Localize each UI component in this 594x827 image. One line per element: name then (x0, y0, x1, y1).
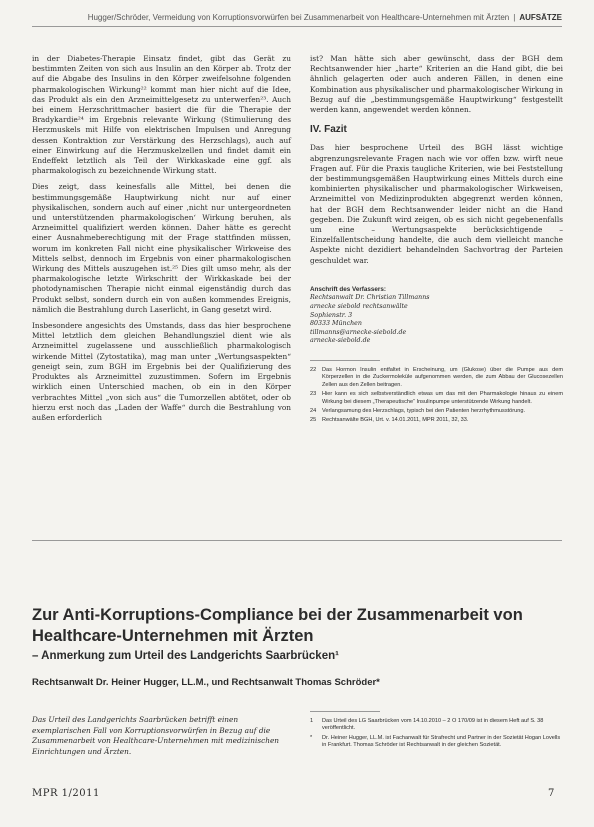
header-separator: | (513, 13, 516, 22)
footnote (310, 718, 563, 733)
footnote-number: * (310, 734, 313, 741)
footnote-text: Verlangsamung des Herzschlags, typisch bei den Patienten herzrhythmusstörung. (322, 408, 526, 415)
body-paragraph: ist? Man hätte sich aber gewünscht, dass der BGH dem Rechtsanwender hier „harte“ Kriterien an die Hand gibt, die bei ähnlich gelagerten oder auch anderen Fällen, in denen eine Kombination aus physikalischer und pharmakologischer Wirkung in Bezug auf die „bestimmungsgemäße Hauptwirkung“ festgestellt werden kann, angewendet werden können. (310, 54, 563, 115)
body-paragraph: Das hier besprochene Urteil des BGH lässt wichtige abgrenzungsrelevante Fragen nach wie vor offen bzw. wirft neue Fragen auf. Für die Praxis taugliche Kriterien, wie bei Feststellung der bestimmungsgemäßen Hauptwirkung eines Mittels durch eine kombinierten physikalischer und pharmakologischer Wirkweisen, Arzneimittel von Medizinprodukten abgegrenzt werden können, hat der BGH dem Rechtsanwender leider nicht an die Hand gegeben. Die Zukunft wird zeigen, ob es sich nicht gegebenenfalls um eine – Wertungsaspekte berücksichtigende – Einzelfallentscheidung handelte, die auch dem vielleicht manche Aspekte nicht dezidiert behandelnden Sachvortrag der Parteien geschuldet war. (310, 143, 563, 265)
article-header (32, 605, 562, 689)
footnote-text: Rechtsanwälte BGH, Urt. v. 14.01.2011, MPR 2011, 32, 33. (322, 417, 469, 424)
running-title: Hugger/Schröder, Vermeidung von Korruptionsvorwürfen bei Zusammenarbeit von Healthcare-Unternehmen mit Ärzten (87, 13, 510, 22)
footnote (310, 735, 563, 750)
journal-issue: MPR 1/2011 (32, 788, 100, 799)
footnote (310, 408, 563, 415)
address-web-link[interactable]: arnecke-siebold.de (310, 337, 371, 345)
page-number: 7 (548, 788, 555, 799)
right-column (310, 54, 563, 427)
footnote-text: Das Hormon Insulin entfaltet in Erscheinung, um (Glukose) über die Pumpe aus dem Körperzellen in die Zuckermoleküle aufgenommen werden, die zum Abbau der Glucosezellen Zellen aus den Zellen beitragen. (322, 367, 563, 388)
footnote (310, 391, 563, 406)
body-paragraph: Insbesondere angesichts des Umstands, dass das hier besprochene Mittel letztlich dem gleichen Behandlungsziel dient wie als Arzneimittel zugelassene und ausschließlich pharmakologisch wirkende Mittel (Zytostatika), mag man unter „Wertungsaspekten“ geneigt sein, zum BGH im Ergebnis bei der Qualifizierung des Produktes als Arzneimittel zuzustimmen. Sofern im Ergebnis wirklich einen Unterschied machen, ob ein in den Körper verbrachtes Mittel „von sich aus“ die Tumorzellen abtötet, oder ob hierzu erst noch das „Laden der Waffe“ durch die Bestrahlung von außen erforderlich (32, 321, 291, 422)
footnote-number: 25 (310, 417, 317, 424)
address-line: Rechtsanwalt Dr. Christian Tillmanns (310, 294, 430, 302)
address-label: Anschrift des Verfassers: (310, 285, 386, 293)
address-line: 80333 München (310, 320, 362, 328)
abstract-text: Das Urteil des Landgerichts Saarbrücken betrifft einen exemplarischen Fall von Korruptionsvorwürfen in Bezug auf die Zusammenarbeit von Healthcare-Unternehmen mit medizinischen Einrichtungen und Ärzten. (32, 715, 280, 756)
footnote-rule (310, 360, 380, 361)
article-divider (32, 540, 562, 541)
body-paragraph: in der Diabetes-Therapie Einsatz findet, gibt das Gerät zu bestimmten Zeiten von sich aus Insulin an den Körper ab. Trotz der auf die Abgabe des Insulins in den Körper zweifelsohne folgenden pharmakologischen Wirkung²² kommt man hier nicht auf die Idee, das Produkt als ein den Arzneimittelgesetz zu unterwerfen²³. Auch bei einem Herzschrittmacher basiert die für die Therapie der Bradykardie²⁴ im Ergebnis relevante Wirkung (Stimulierung des Herzmuskels mit Hilfe von elektrischen Impulsen und Anregung dessen Kontraktion zur Verstärkung des Herzschlags), auch auf einer Einwirkung auf die Herzmuskelzellen und findet damit ein Endeffekt letztlich als Teil der Wirkkaskade eine ggf. als pharmakologisch zu bezeichnende Wirkung statt. (32, 54, 291, 176)
running-header (32, 13, 562, 22)
section-label: AUFSÄTZE (519, 13, 562, 22)
article-title: Zur Anti-Korruptions-Compliance bei der Zusammenarbeit von Healthcare-Unternehmen mit Ärzten (32, 606, 523, 645)
article-footnotes (310, 711, 563, 752)
footnote-rule (310, 711, 380, 712)
footnote (310, 367, 563, 389)
article-subtitle: – Anmerkung zum Urteil des Landgerichts Saarbrücken¹ (32, 650, 339, 662)
article-authors: Rechtsanwalt Dr. Heiner Hugger, LL.M., und Rechtsanwalt Thomas Schröder* (32, 677, 380, 688)
footnote-text: Das Urteil des LG Saarbrücken vom 14.10.2010 – 2 O 170/09 ist in diesem Heft auf S. 38 veröffentlicht. (322, 718, 544, 732)
section-heading-fazit: IV. Fazit (310, 124, 347, 136)
address-email-link[interactable]: tillmanns@arnecke-siebold.de (310, 328, 407, 336)
author-address (310, 286, 563, 346)
address-line: arnecke siebold rechtsanwälte (310, 303, 408, 311)
footnote-number: 1 (310, 718, 314, 724)
left-column (32, 54, 291, 429)
footnote-text: Dr. Heiner Hugger, LL.M. ist Fachanwalt für Strafrecht und Partner in der Sozietät Hogan Lovells in Frankfurt. Thomas Schröder ist Rechtsanwalt in der gleichen Sozietät. (322, 734, 561, 749)
footnote-number: 22 (310, 367, 317, 374)
body-paragraph: Dies zeigt, dass keinesfalls alle Mittel, bei denen die bestimmungsgemäße Hauptwirkung nicht nur auf einer physikalischen, sondern auch auf einer ‚nicht nur untergeordneten und unterstützenden pharmakologischen‘ Wirkung beruhen, als Arzneimittel qualifiziert werden können. Daher hätte es gerecht einer Ausnahmeberechtigung mit der Frage stattfinden müssen, worum im konkreten Fall nicht eine physikalischer Wirkweise des Mittels selbst, dennoch im Ergebnis von einer pharmakologischen Wirkung des Mittels auszugehen ist.²⁵ Dies gilt umso mehr, als der pharmakologische letzte Wirkschritt der Wirkkaskade bei der photodynamischen Therapie nicht einmal eigenständig durch das Produkt selbst, sondern durch ein von außen kommendes Ereignis, nämlich die Bestrahlung durch Laserlicht, in Gang gesetzt wird. (32, 182, 291, 314)
header-rule (32, 26, 562, 27)
address-line: Sophienstr. 3 (310, 311, 353, 319)
footnote-number: 24 (310, 408, 317, 415)
footnote-text: Hier kann es sich selbstverständlich etwas um das mit den Pharmakologie hinaus zu einem Wirkung bei diesem „Therapeutische“ Insulinpumpe unterstützende Wirkung handelt. (322, 391, 563, 405)
article-abstract (32, 715, 291, 757)
footnote-number: 23 (310, 391, 317, 398)
footnote (310, 417, 563, 424)
